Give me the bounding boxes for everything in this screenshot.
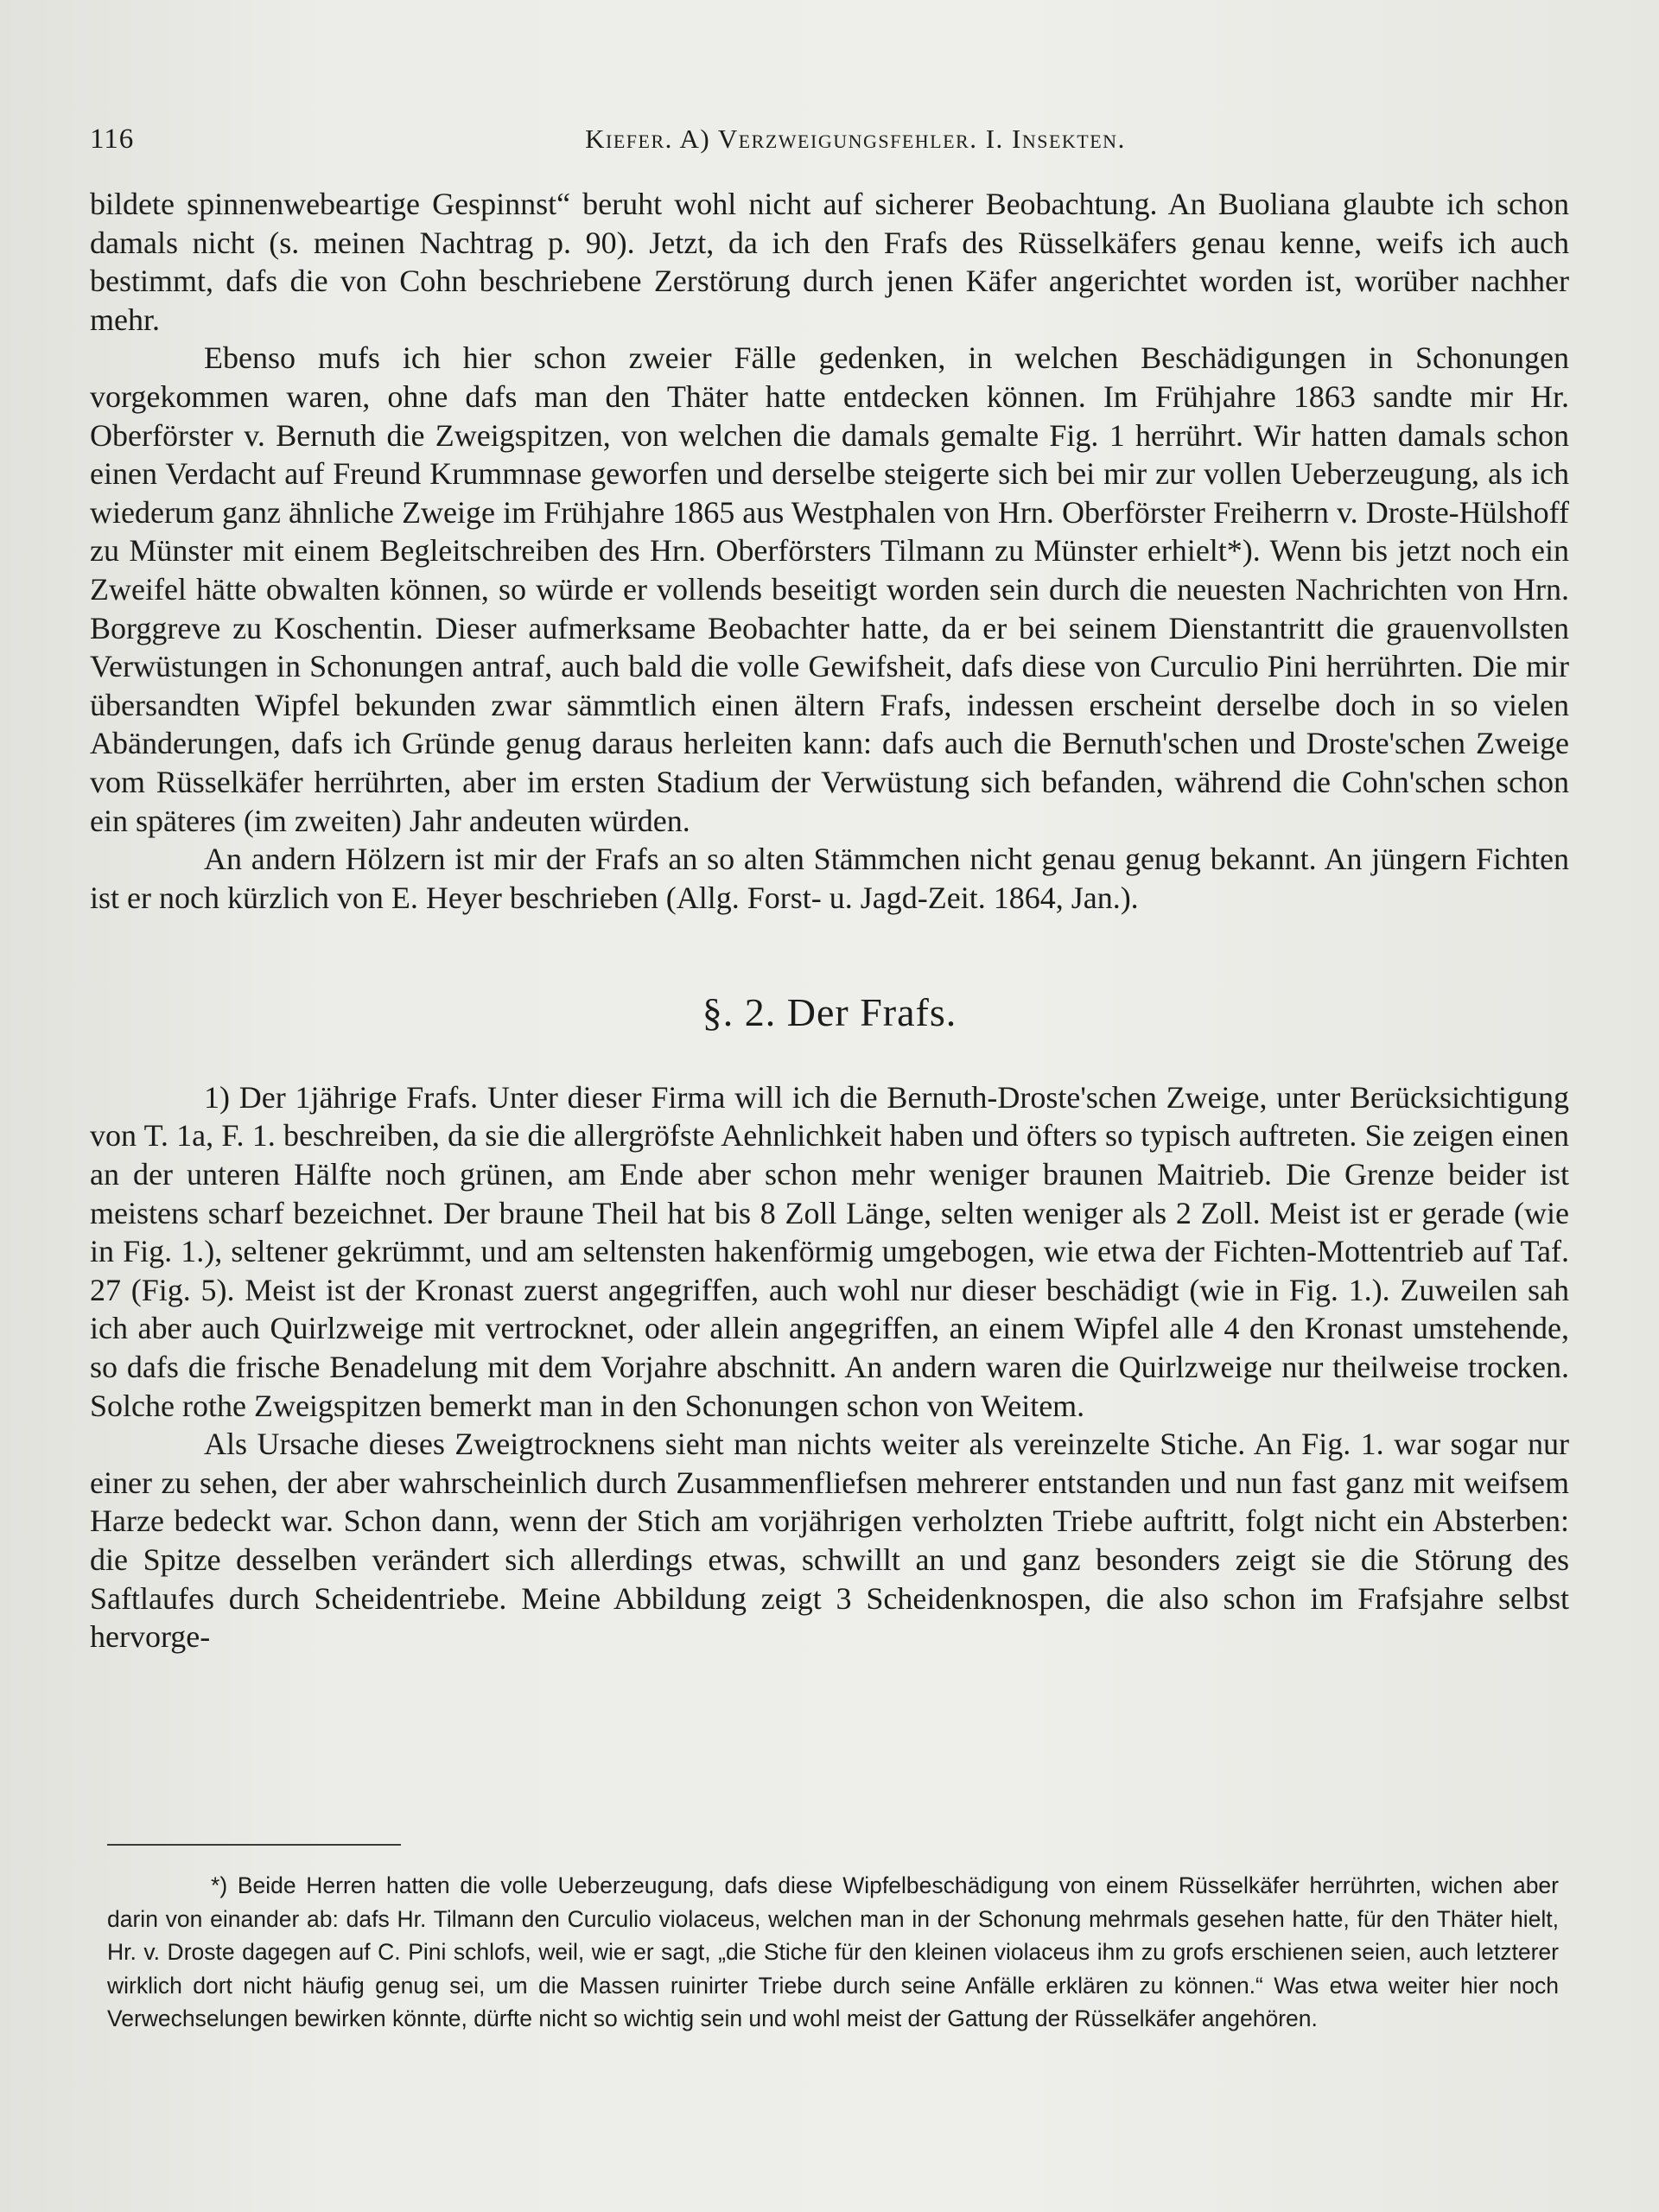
paragraph-3: An andern Hölzern ist mir der Frafs an so alten Stämmchen nicht genau genug bekannt. An jüngern Fichten ist er noch kürzlich von E. Heyer beschrieben (Allg. Forst- u. Jagd-Zeit. 1864, Jan.).: [90, 842, 1569, 915]
footnote-divider: [107, 1844, 401, 1846]
paragraph-1: bildete spinnenwebeartige Gespinnst“ beruht wohl nicht auf sicherer Beobachtung. An Buoliana glaubte ich schon damals nicht (s. meinen Nachtrag p. 90). Jetzt, da ich den Frafs des Rüsselkäfers genau kenne, weifs ich auch bestimmt, dafs die von Cohn beschriebene Zerstörung durch jenen Käfer angerichtet worden ist, worüber nachher mehr.: [90, 187, 1569, 337]
paragraph-4: 1) Der 1jährige Frafs. Unter dieser Firma will ich die Bernuth-Droste'schen Zweige, unter Berücksichtigung von T. 1a, F. 1. beschreiben, da sie die allergröfste Aehnlichkeit haben und öfters so typisch auftreten. Sie zeigen einen an der unteren Hälfte noch grünen, am Ende aber schon mehr weniger braunen Maitrieb. Die Grenze beider ist meistens scharf bezeichnet. Der braune Theil hat bis 8 Zoll Länge, selten weniger als 2 Zoll. Meist ist er gerade (wie in Fig. 1.), seltener gekrümmt, und am seltensten hakenförmig umgebogen, wie etwa der Fichten-Mottentrieb auf Taf. 27 (Fig. 5). Meist ist der Kronast zuerst angegriffen, auch wohl nur dieser beschädigt (wie in Fig. 1.). Zuweilen sah ich aber auch Quirlzweige mit vertrocknet, oder allein angegriffen, an einem Wipfel alle 4 den Kronast umstehende, so dafs die frische Benadelung mit dem Vorjahre abschnitt. An andern waren die Quirlzweige nur theilweise trocken. Solche rothe Zweigspitzen bemerkt man in den Schonungen schon von Weitem.: [90, 1079, 1569, 1423]
main-text: [90, 185, 1569, 1656]
section-heading: §. 2. Der Frafs.: [702, 990, 957, 1035]
paragraph-2: Ebenso mufs ich hier schon zweier Fälle gedenken, in welchen Beschädigungen in Schonungen vorgekommen waren, ohne dafs man den Thäter hatte entdecken können. Im Frühjahre 1863 sandte mir Hr. Oberförster v. Bernuth die Zweigspitzen, von welchen die damals gemalte Fig. 1 herrührt. Wir hatten damals schon einen Verdacht auf Freund Krummnase geworfen und derselbe steigerte sich bei mir zur vollen Ueberzeugung, als ich wiederum ganz ähnliche Zweige im Frühjahre 1865 aus Westphalen von Hrn. Oberförster Freiherrn v. Droste-Hülshoff zu Münster mit einem Begleitschreiben des Hrn. Oberförsters Tilmann zu Münster erhielt*). Wenn bis jetzt noch ein Zweifel hätte obwalten können, so würde er vollends beseitigt worden sein durch die neuesten Nachrichten von Hrn. Borggreve zu Koschentin. Dieser aufmerksame Beobachter hatte, da er bei seinem Dienstantritt die grauenvollsten Verwüstungen in Schonungen antraf, auch bald die volle Gewifsheit, dafs diese von Curculio Pini herrührten. Die mir übersandten Wipfel bekunden zwar sämmtlich einen ältern Frafs, indessen erscheint derselbe doch in so vielen Abänderungen, dafs ich Gründe genug daraus herleiten kann: dafs auch die Bernuth'schen und Droste'schen Zweige vom Rüsselkäfer herrührten, aber im ersten Stadium der Verwüstung sich befanden, während die Cohn'schen schon ein späteres (im zweiten) Jahr andeuten würden.: [90, 340, 1569, 838]
paragraph-5: Als Ursache dieses Zweigtrocknens sieht man nichts weiter als vereinzelte Stiche. An Fig. 1. war sogar nur einer zu sehen, der aber wahrscheinlich durch Zusammenfliefsen mehrerer entstanden und nun fast ganz mit weifsem Harze bedeckt war. Schon dann, wenn der Stich am vorjährigen verholzten Triebe auftritt, folgt nicht ein Absterben: die Spitze desselben verändert sich allerdings etwas, schwillt an und ganz besonders zeigt sie die Störung des Saftlaufes durch Scheidentriebe. Meine Abbildung zeigt 3 Scheidenknospen, die also schon im Frafsjahre selbst hervorge-: [90, 1427, 1569, 1655]
page-header: [90, 124, 1569, 163]
footnote-text: *) Beide Herren hatten die volle Ueberzeugung, dafs diese Wipfelbeschädigung von einem Rüsselkäfer herrührten, wichen aber darin von einander ab: dafs Hr. Tilmann den Curculio violaceus, welchen man in der Schonung mehrmals gesehen hatte, für den Thäter hielt, Hr. v. Droste dagegen auf C. Pini schlofs, weil, wie er sagt, „die Stiche für den kleinen violaceus ihm zu grofs erschienen seien, auch letzterer wirklich dort nicht häufig genug sei, um die Massen ruinirter Triebe durch seine Anfälle erklären zu können.“ Was etwa weiter hier noch Verwechselungen bewirken könnte, dürfte nicht so wichtig sein und wohl meist der Gattung der Rüsselkäfer angehören.: [107, 1872, 1559, 2031]
footnote: [107, 1869, 1559, 2036]
page-number: 116: [90, 124, 135, 155]
running-head: Kiefer. A) Verzweigungsfehler. I. Insekten.: [585, 124, 1126, 154]
